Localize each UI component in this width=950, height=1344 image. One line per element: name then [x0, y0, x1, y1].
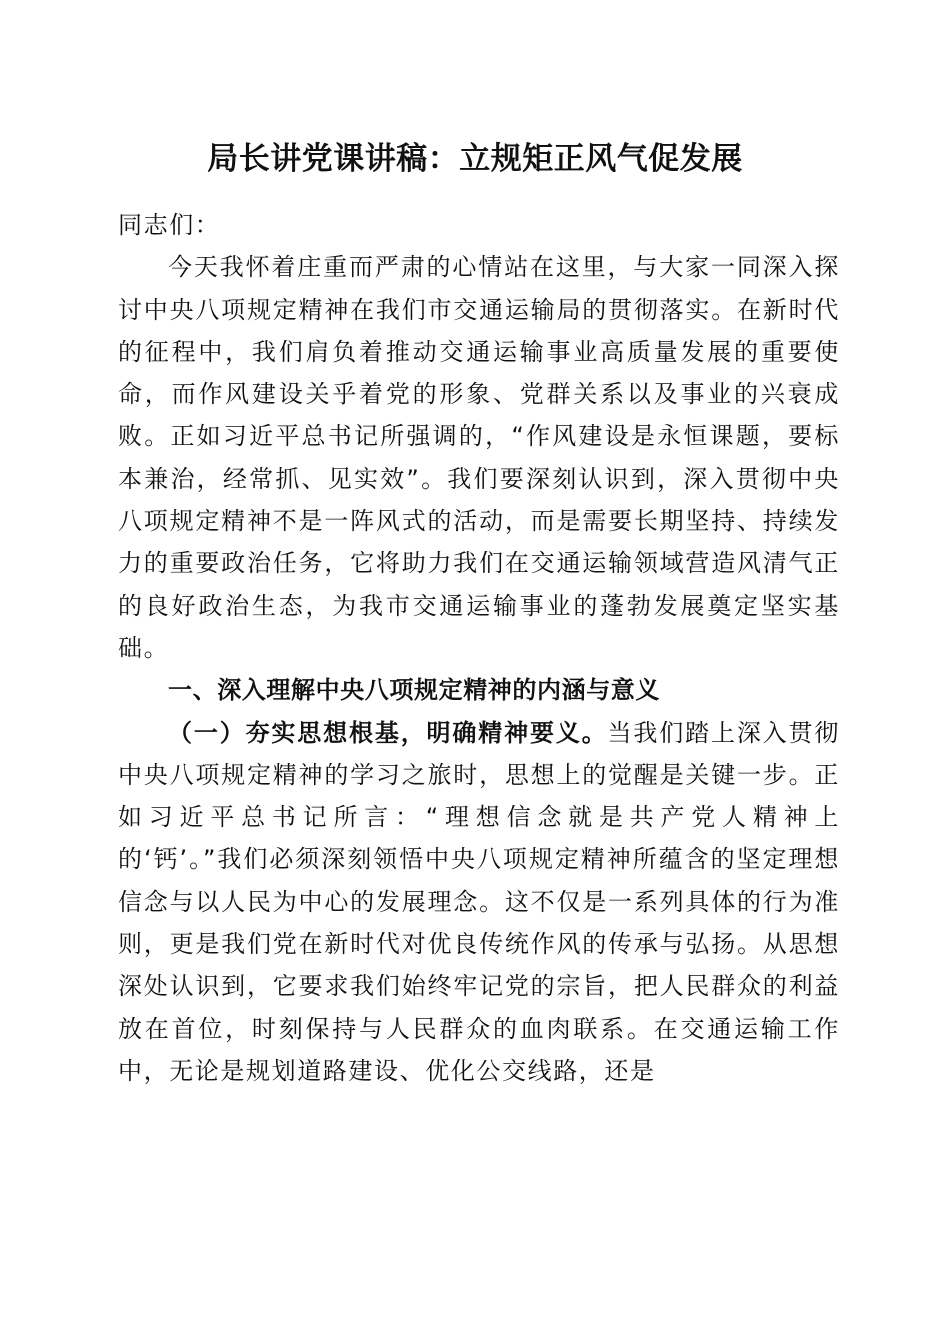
section-heading-1: 一、深入理解中央八项规定精神的内涵与意义 — [168, 676, 660, 705]
salutation: 同志们： — [118, 211, 221, 239]
document-body — [118, 204, 840, 1092]
subsection-lead: （一）夯实思想根基，明确精神要义。 — [168, 717, 608, 747]
subsection-text: 当我们踏上深入贯彻中央八项规定精神的学习之旅时，思想上的觉醒是关键一步。正如习近平总书记所言：“理想信念就是共产党人精神上的‘钙’。”我们必须深刻领悟中央八项规定精神所蕴含的坚定理想信念与以人民为中心的发展理念。这不仅是一系列具体的行为准则，更是我们党在新时代对优良传统作风的传承与弘扬。从思想深处认识到，它要求我们始终牢记党的宗旨，把人民群众的利益放在首位，时刻保持与人民群众的血肉联系。在交通运输工作中，无论是规划道路建设、优化公交线路，还是 — [118, 718, 840, 1085]
paragraph-intro: 今天我怀着庄重而严肃的心情站在这里，与大家一同深入探讨中央八项规定精神在我们市交通运输局的贯彻落实。在新时代的征程中，我们肩负着推动交通运输事业高质量发展的重要使命，而作风建设关乎着党的形象、党群关系以及事业的兴衰成败。正如习近平总书记所强调的，“作风建设是永恒课题，要标本兼治，经常抓、见实效”。我们要深刻认识到，深入贯彻中央八项规定精神不是一阵风式的活动，而是需要长期坚持、持续发力的重要政治任务，它将助力我们在交通运输领域营造风清气正的良好政治生态，为我市交通运输事业的蓬勃发展奠定坚实基础。 — [118, 253, 840, 662]
subsection-paragraph-1 — [118, 712, 840, 1093]
document-title: 局长讲党课讲稿：立规矩正风气促发展 — [207, 141, 743, 177]
